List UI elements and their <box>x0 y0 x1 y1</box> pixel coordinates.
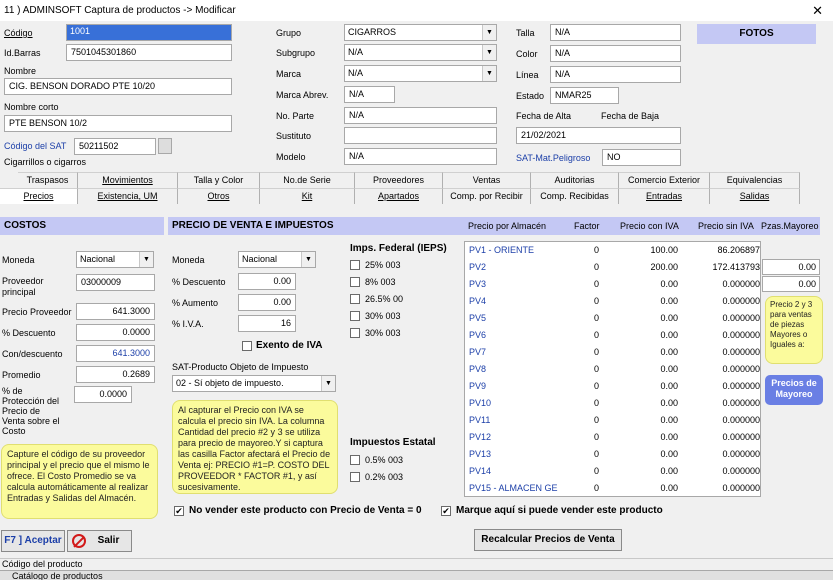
factor-cell[interactable]: 0 <box>594 466 600 476</box>
col-almacen: Precio por Almacén <box>468 221 547 231</box>
linea-label: Línea <box>516 70 539 80</box>
table-row[interactable] <box>465 310 760 327</box>
table-row[interactable] <box>465 327 760 344</box>
ieps-checkbox[interactable] <box>350 294 360 304</box>
tab-entradas[interactable]: Entradas <box>619 188 710 204</box>
chevron-down-icon: ▼ <box>482 45 496 60</box>
almacen-cell[interactable]: PV13 <box>469 449 492 459</box>
status-text: Código del producto <box>2 559 83 569</box>
sin-iva-cell[interactable]: 0.000000 <box>722 347 760 357</box>
con-iva-cell[interactable]: 0.00 <box>660 398 678 408</box>
tab-existencia[interactable]: Existencia, UM <box>78 188 178 204</box>
fecha-baja-label: Fecha de Baja <box>601 111 660 121</box>
tab-comp-por-recibir[interactable]: Comp. por Recibir <box>443 188 531 204</box>
tab-movimientos[interactable]: Movimientos <box>78 172 178 188</box>
con-iva-cell[interactable]: 0.00 <box>660 449 678 459</box>
marca-value: N/A <box>348 68 364 78</box>
almacen-cell[interactable]: PV2 <box>469 262 487 272</box>
salir-label: Salir <box>97 535 120 546</box>
taskbar <box>0 570 833 580</box>
col-factor: Factor <box>574 221 600 231</box>
col-mayoreo: Pzas.Mayoreo <box>761 221 819 231</box>
window-title-bar <box>0 0 833 21</box>
tab-precios[interactable]: Precios <box>0 188 78 204</box>
marca-abrev-input[interactable]: N/A <box>344 86 395 103</box>
no-entry-icon <box>72 534 86 548</box>
chevron-down-icon: ▼ <box>139 252 153 267</box>
con-iva-cell[interactable]: 0.00 <box>660 466 678 476</box>
almacen-cell[interactable]: PV11 <box>469 415 491 425</box>
codigo-input[interactable]: 1001 <box>66 24 232 41</box>
aumento-label: % Aumento <box>172 298 219 308</box>
subgrupo-label: Subgrupo <box>276 48 316 58</box>
sin-iva-cell[interactable]: 0.000000 <box>722 398 760 408</box>
con-iva-cell[interactable]: 0.00 <box>660 296 678 306</box>
subgrupo-select[interactable] <box>344 44 497 61</box>
estatal-option: 0.5% 003 <box>365 455 404 465</box>
sin-iva-cell[interactable]: 0.000000 <box>722 313 760 323</box>
taskbar-item[interactable]: Catálogo de productos <box>12 571 103 580</box>
window-title: 11 ) ADMINSOFT Captura de productos -> Modificar <box>4 5 236 16</box>
aumento-input[interactable]: 0.00 <box>238 294 296 311</box>
marca-select[interactable] <box>344 65 497 82</box>
proveedor-input[interactable]: 03000009 <box>76 274 155 291</box>
condesc-label: Con/descuento <box>2 349 63 359</box>
linea-input[interactable]: N/A <box>550 66 681 83</box>
factor-cell[interactable]: 0 <box>594 347 600 357</box>
estatal-checkbox[interactable] <box>350 472 360 482</box>
price-table-header <box>464 217 820 235</box>
factor-cell[interactable]: 0 <box>594 449 600 459</box>
mayoreo-note: Precio 2 y 3 para ventas de piezas Mayores o Iguales a: <box>765 296 823 364</box>
table-row[interactable] <box>465 395 760 412</box>
marque-checkbox[interactable]: ✔ <box>442 506 450 516</box>
almacen-cell[interactable]: PV6 <box>469 330 487 340</box>
aceptar-button[interactable]: F7 ] Aceptar <box>1 530 65 552</box>
table-row[interactable] <box>465 276 760 293</box>
precio-header: PRECIO DE VENTA E IMPUESTOS <box>168 217 464 235</box>
sin-iva-cell[interactable]: 86.206897 <box>717 245 760 255</box>
table-row[interactable] <box>465 480 760 497</box>
con-iva-cell[interactable]: 0.00 <box>660 313 678 323</box>
sin-iva-cell[interactable]: 0.000000 <box>722 415 760 425</box>
sin-iva-cell[interactable]: 0.000000 <box>722 483 760 493</box>
table-row[interactable] <box>465 463 760 480</box>
tab-no-serie[interactable]: No.de Serie <box>260 172 355 188</box>
ieps-checkbox[interactable] <box>350 277 360 287</box>
factor-cell[interactable]: 0 <box>594 330 600 340</box>
factor-cell[interactable]: 0 <box>594 262 600 272</box>
recalcular-button[interactable]: Recalcular Precios de Venta <box>474 529 622 551</box>
codigo-sat-label: Código del SAT <box>4 141 67 151</box>
precio-moneda-label: Moneda <box>172 255 205 265</box>
ieps-header: Imps. Federal (IEPS) <box>350 243 447 254</box>
ieps-checkbox[interactable] <box>350 311 360 321</box>
iva-label: % I.V.A. <box>172 319 204 329</box>
sat-description: Cigarrillos o cigarros <box>4 157 87 167</box>
grupo-select[interactable] <box>344 24 497 41</box>
almacen-cell[interactable]: PV14 <box>469 466 492 476</box>
proteccion-label: % de Protección del Precio de Venta sobre el Costo <box>2 386 60 436</box>
tab-otros[interactable]: Otros <box>178 188 260 204</box>
promedio-label: Promedio <box>2 370 41 380</box>
sustituto-label: Sustituto <box>276 131 312 141</box>
col-con-iva: Precio con IVA <box>620 221 679 231</box>
precios-mayoreo-button[interactable]: Precios de Mayoreo <box>765 375 823 405</box>
marque-label: Marque aquí si puede vender este producto <box>456 505 663 516</box>
con-iva-cell[interactable]: 0.00 <box>660 279 678 289</box>
sustituto-input[interactable] <box>344 127 497 144</box>
table-row[interactable] <box>465 242 760 259</box>
subgrupo-value: N/A <box>348 47 364 57</box>
con-iva-cell[interactable]: 0.00 <box>660 483 678 493</box>
factor-cell[interactable]: 0 <box>594 245 600 255</box>
modelo-label: Modelo <box>276 152 306 162</box>
table-row[interactable] <box>465 259 760 276</box>
status-bar <box>0 558 833 570</box>
sat-mat-label: SAT-Mat.Peligroso <box>516 153 591 163</box>
tab-salidas[interactable]: Salidas <box>710 188 800 204</box>
estatal-checkbox[interactable] <box>350 455 360 465</box>
con-iva-cell[interactable]: 0.00 <box>660 330 678 340</box>
almacen-cell[interactable]: PV7 <box>469 347 487 357</box>
almacen-cell[interactable]: PV5 <box>469 313 487 323</box>
ieps-option: 30% 003 <box>365 311 401 321</box>
costos-moneda-label: Moneda <box>2 255 35 265</box>
ieps-option: 30% 003 <box>365 328 401 338</box>
precio-moneda-value: Nacional <box>242 254 278 264</box>
con-iva-cell[interactable]: 100.00 <box>650 245 678 255</box>
tab-comercio-exterior[interactable]: Comercio Exterior <box>619 172 710 188</box>
sat-mat-input[interactable]: NO <box>602 149 681 166</box>
marca-abrev-label: Marca Abrev. <box>276 90 329 100</box>
tab-strip <box>0 172 800 204</box>
almacen-cell[interactable]: PV10 <box>469 398 492 408</box>
estado-label: Estado <box>516 91 545 101</box>
iva-input[interactable]: 16 <box>238 315 296 332</box>
tab-apartados[interactable]: Apartados <box>355 188 443 204</box>
fecha-alta-label: Fecha de Alta <box>516 111 572 121</box>
proteccion-input[interactable]: 0.0000 <box>74 386 132 403</box>
sin-iva-cell[interactable]: 0.000000 <box>722 432 760 442</box>
precio-prov-label: Precio Proveedor <box>2 307 72 317</box>
nombre-input[interactable]: CIG. BENSON DORADO PTE 10/20 <box>4 78 232 95</box>
no-parte-label: No. Parte <box>276 111 315 121</box>
almacen-cell[interactable]: PV12 <box>469 432 492 442</box>
table-row[interactable] <box>465 293 760 310</box>
fotos-button[interactable]: FOTOS <box>697 24 816 44</box>
no-vender-checkbox[interactable]: ✔ <box>175 506 183 516</box>
proveedor-label: Proveedor principal <box>2 276 44 297</box>
modelo-input[interactable]: N/A <box>344 148 497 165</box>
precio-descuento-input[interactable]: 0.00 <box>238 273 296 290</box>
costos-help-note: Capture el código de su proveedor principal y el precio que el mismo le ofrece. El Costo Promedio se va calcula automáticamente al realizar Entradas y Salidas del Almacén. <box>1 444 158 519</box>
price-table <box>464 241 761 497</box>
no-parte-input[interactable]: N/A <box>344 107 497 124</box>
promedio-value: 0.2689 <box>76 366 155 383</box>
table-row[interactable] <box>465 429 760 446</box>
codigo-label: Código <box>4 28 33 38</box>
almacen-cell[interactable]: PV3 <box>469 279 487 289</box>
condesc-value: 641.3000 <box>76 345 155 362</box>
costos-descuento-input[interactable]: 0.0000 <box>76 324 155 341</box>
costos-header: COSTOS <box>0 217 164 235</box>
codigo-sat-input[interactable]: 50211502 <box>74 138 156 155</box>
no-vender-label: No vender este producto con Precio de Venta = 0 <box>189 505 422 516</box>
marca-label: Marca <box>276 69 302 79</box>
factor-cell[interactable]: 0 <box>594 483 600 493</box>
con-iva-cell[interactable]: 200.00 <box>650 262 678 272</box>
almacen-cell[interactable]: PV9 <box>469 381 487 391</box>
sin-iva-cell[interactable]: 0.000000 <box>722 296 760 306</box>
mayoreo-cell[interactable]: 0.00 <box>762 276 820 292</box>
sin-iva-cell[interactable]: 0.000000 <box>722 466 760 476</box>
table-row[interactable] <box>465 412 760 429</box>
fecha-alta-input[interactable]: 21/02/2021 <box>516 127 681 144</box>
salir-button[interactable] <box>67 530 132 552</box>
table-row[interactable] <box>465 344 760 361</box>
chevron-down-icon: ▼ <box>482 66 496 81</box>
grupo-label: Grupo <box>276 28 302 38</box>
close-icon[interactable]: ✕ <box>812 3 823 18</box>
exento-iva-label: Exento de IVA <box>256 340 323 351</box>
chevron-down-icon: ▼ <box>482 25 496 40</box>
sin-iva-cell[interactable]: 0.000000 <box>722 364 760 374</box>
nombre-label: Nombre <box>4 66 37 76</box>
factor-cell[interactable]: 0 <box>594 313 600 323</box>
costos-moneda-select[interactable] <box>76 251 154 268</box>
precio-help-note: Al capturar el Precio con IVA se calcula el precio sin IVA. La columna Cantidad del precio #2 y 3 se utiliza para precio de mayoreo.Y si captura las casilla Factor afectará el Precio de Venta ej: PRECIO #1=P. COSTO DEL PROVEEDOR * FACTOR #1, y así sucesivamente. <box>172 400 338 494</box>
tab-ventas[interactable]: Ventas <box>443 172 531 188</box>
exento-iva-checkbox[interactable] <box>242 341 252 351</box>
costos-descuento-label: % Descuento <box>2 328 56 338</box>
col-sin-iva: Precio sin IVA <box>698 221 754 231</box>
factor-cell[interactable]: 0 <box>594 415 600 425</box>
tab-equivalencias[interactable]: Equivalencias <box>710 172 800 188</box>
tab-kit[interactable]: Kit <box>260 188 355 204</box>
sat-obj-label: SAT-Producto Objeto de Impuesto <box>172 362 309 372</box>
talla-input[interactable]: N/A <box>550 24 681 41</box>
talla-label: Talla <box>516 28 535 38</box>
tab-talla-color[interactable]: Talla y Color <box>178 172 260 188</box>
nombre-corto-label: Nombre corto <box>4 102 59 112</box>
sin-iva-cell[interactable]: 0.000000 <box>722 330 760 340</box>
sat-search-button[interactable] <box>158 138 172 154</box>
precio-moneda-select[interactable] <box>238 251 316 268</box>
precio-descuento-label: % Descuento <box>172 277 226 287</box>
idbarras-label: Id.Barras <box>4 48 41 58</box>
tab-auditorias[interactable]: Auditorias <box>531 172 619 188</box>
estado-input[interactable]: NMAR25 <box>550 87 619 104</box>
color-input[interactable]: N/A <box>550 45 681 62</box>
estatal-header: Impuestos Estatal <box>350 437 436 448</box>
con-iva-cell[interactable]: 0.00 <box>660 364 678 374</box>
sin-iva-cell[interactable]: 172.413793 <box>712 262 760 272</box>
ieps-option: 25% 003 <box>365 260 401 270</box>
tab-comp-recibidas[interactable]: Comp. Recibidas <box>531 188 619 204</box>
sat-obj-select[interactable] <box>172 375 336 392</box>
factor-cell[interactable]: 0 <box>594 398 600 408</box>
factor-cell[interactable]: 0 <box>594 364 600 374</box>
ieps-option: 26.5% 00 <box>365 294 404 304</box>
ieps-checkbox[interactable] <box>350 328 360 338</box>
factor-cell[interactable]: 0 <box>594 279 600 289</box>
ieps-option: 8% 003 <box>365 277 396 287</box>
sat-obj-value: 02 - Sí objeto de impuesto. <box>176 378 284 388</box>
sin-iva-cell[interactable]: 0.000000 <box>722 449 760 459</box>
grupo-value: CIGARROS <box>348 27 397 37</box>
idbarras-input[interactable]: 7501045301860 <box>66 44 232 61</box>
estatal-option: 0.2% 003 <box>365 472 404 482</box>
factor-cell[interactable]: 0 <box>594 432 600 442</box>
con-iva-cell[interactable]: 0.00 <box>660 432 678 442</box>
factor-cell[interactable]: 0 <box>594 381 600 391</box>
table-row[interactable] <box>465 378 760 395</box>
table-row[interactable] <box>465 361 760 378</box>
almacen-cell[interactable]: PV8 <box>469 364 487 374</box>
almacen-cell[interactable]: PV4 <box>469 296 487 306</box>
con-iva-cell[interactable]: 0.00 <box>660 381 678 391</box>
chevron-down-icon: ▼ <box>321 376 335 391</box>
con-iva-cell[interactable]: 0.00 <box>660 347 678 357</box>
ieps-checkbox[interactable] <box>350 260 360 270</box>
factor-cell[interactable]: 0 <box>594 296 600 306</box>
table-row[interactable] <box>465 446 760 463</box>
mayoreo-cell[interactable]: 0.00 <box>762 259 820 275</box>
sin-iva-cell[interactable]: 0.000000 <box>722 381 760 391</box>
almacen-cell[interactable]: PV1 - ORIENTE <box>469 245 535 255</box>
almacen-cell[interactable]: PV15 - ALMACEN GE <box>469 483 558 493</box>
costos-moneda-value: Nacional <box>80 254 116 264</box>
color-label: Color <box>516 49 538 59</box>
tab-traspasos[interactable]: Traspasos <box>18 172 78 188</box>
nombre-corto-input[interactable]: PTE BENSON 10/2 <box>4 115 232 132</box>
con-iva-cell[interactable]: 0.00 <box>660 415 678 425</box>
chevron-down-icon: ▼ <box>301 252 315 267</box>
sin-iva-cell[interactable]: 0.000000 <box>722 279 760 289</box>
precio-prov-input[interactable]: 641.3000 <box>76 303 155 320</box>
tab-proveedores[interactable]: Proveedores <box>355 172 443 188</box>
